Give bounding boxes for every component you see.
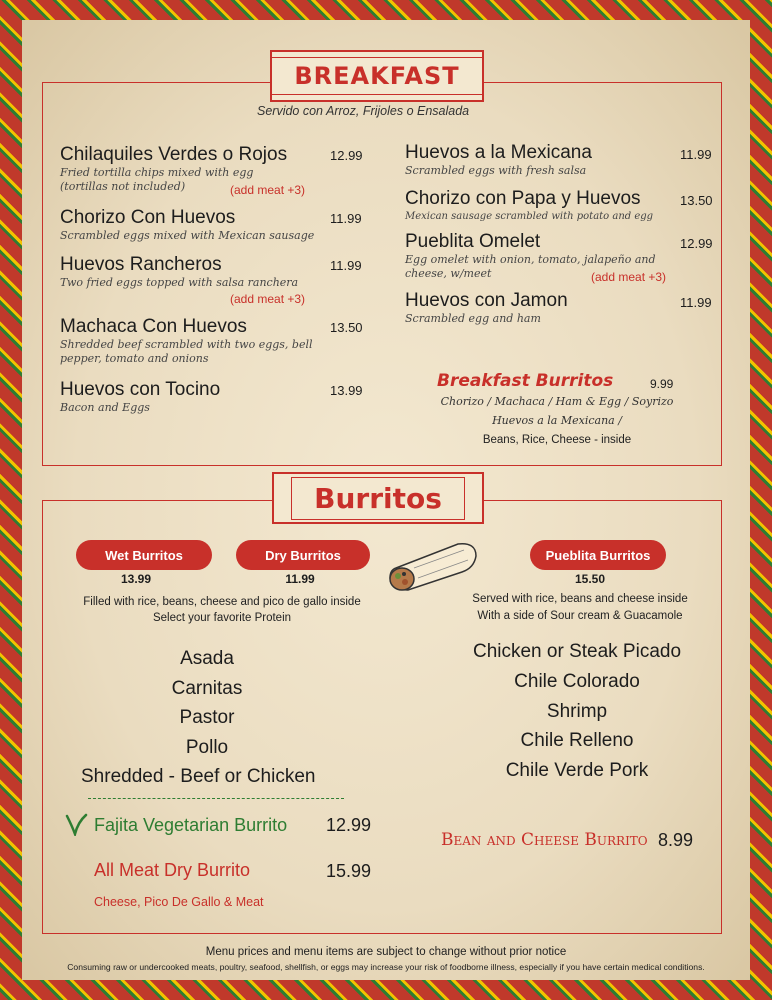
item-desc: cheese, w/meet [405, 267, 492, 280]
menu-item [405, 142, 715, 178]
pueblita-burritos-badge: Pueblita Burritos [530, 540, 666, 570]
add-meat-note: (add meat +3) [230, 292, 306, 306]
divider [88, 798, 344, 799]
item-desc: (tortillas not included) [60, 180, 186, 193]
burritos-title: Burritos [291, 477, 465, 520]
menu-item [60, 207, 370, 243]
menu-item [405, 188, 715, 224]
item-price: 13.99 [330, 383, 363, 398]
item-name: Huevos Rancheros [60, 254, 222, 275]
item-desc: Shredded beef scrambled with two eggs, bell [60, 338, 313, 351]
menu-item [60, 316, 370, 366]
item-desc: Mexican sausage scrambled with potato and egg [405, 211, 654, 222]
pueblita-note: Served with rice, beans and cheese inside [472, 593, 688, 605]
item-price: 13.50 [680, 193, 713, 208]
protein-option: Shrimp [546, 701, 608, 722]
breakfast-title-plate [270, 50, 484, 102]
wet-dry-note: Select your favorite Protein [152, 612, 292, 624]
item-desc: Scrambled eggs mixed with Mexican sausage [60, 229, 315, 242]
item-price: 11.99 [330, 258, 362, 273]
item-name: Pueblita Omelet [405, 231, 541, 252]
wet-dry-note: Filled with rice, beans, cheese and pico de gallo inside [83, 596, 361, 608]
pueblita-note: With a side of Sour cream & Guacamole [477, 610, 683, 622]
item-desc: Two fried eggs topped with salsa ranchera [60, 276, 299, 289]
menu-item [60, 379, 370, 415]
footer-disclaimer: Consuming raw or undercooked meats, poultry, seafood, shellfish, or eggs may increase your risk of foodborne illness, especially if you have certain medical conditions. [67, 962, 705, 972]
item-name: Machaca Con Huevos [60, 316, 247, 337]
item-name: Huevos con Jamon [405, 290, 568, 311]
menu-item [405, 290, 715, 326]
bean-cheese-burrito-name: Bean and Cheese Burrito [441, 830, 648, 850]
protein-option: Chile Verde Pork [505, 760, 649, 781]
wet-burritos-badge: Wet Burritos [76, 540, 212, 570]
veg-burrito-price: 12.99 [326, 815, 372, 835]
menu-item [405, 231, 715, 284]
pueblita-burritos-price: 15.50 [574, 572, 606, 586]
veg-burrito-name: Fajita Vegetarian Burrito [94, 815, 288, 835]
item-desc: Fried tortilla chips mixed with egg [60, 166, 254, 179]
vegetarian-leaf-icon [64, 812, 88, 836]
breakfast-burritos-options: Huevos a la Mexicana / [492, 414, 622, 427]
item-desc: Bacon and Eggs [60, 401, 150, 414]
item-name: Huevos a la Mexicana [405, 142, 592, 163]
menu-item [60, 254, 370, 306]
item-name: Chorizo Con Huevos [60, 207, 236, 228]
protein-option: Carnitas [171, 678, 243, 699]
item-name: Chilaquiles Verdes o Rojos [60, 144, 288, 165]
footer-notice: Menu prices and menu items are subject to change without prior notice [205, 946, 567, 958]
protein-option: Chile Colorado [514, 671, 640, 692]
breakfast-subtitle: Servido con Arroz, Frijoles o Ensalada [257, 104, 470, 118]
item-price: 13.50 [330, 320, 363, 335]
item-price: 11.99 [330, 211, 362, 226]
item-desc: pepper, tomato and onions [60, 352, 209, 365]
breakfast-burritos-price: 9.99 [650, 377, 674, 391]
breakfast-burritos-options: Chorizo / Machaca / Ham & Egg / Soyrizo [440, 395, 674, 408]
burrito-icon [384, 538, 480, 596]
breakfast-burritos-inside: Beans, Rice, Cheese - inside [482, 434, 632, 446]
wet-burritos-price: 13.99 [120, 572, 152, 586]
add-meat-note: (add meat +3) [230, 183, 306, 197]
item-price: 12.99 [330, 148, 363, 163]
burritos-title-plate [272, 472, 484, 524]
protein-option: Shredded - Beef or Chicken [81, 766, 316, 787]
item-desc: Egg omelet with onion, tomato, jalapeño and [405, 253, 656, 266]
item-price: 12.99 [680, 236, 713, 251]
breakfast-title: BREAKFAST [271, 57, 482, 95]
all-meat-burrito-name: All Meat Dry Burrito [94, 860, 251, 880]
item-name: Huevos con Tocino [60, 379, 221, 400]
item-price: 11.99 [680, 147, 712, 162]
item-name: Chorizo con Papa y Huevos [405, 188, 641, 209]
bean-cheese-burrito-price: 8.99 [658, 830, 694, 850]
protein-option: Chicken or Steak Picado [472, 641, 682, 662]
item-desc: Scrambled egg and ham [405, 312, 541, 325]
menu-item [60, 144, 370, 197]
protein-option: Pastor [179, 707, 235, 728]
breakfast-burritos-title: Breakfast Burritos [437, 371, 614, 391]
item-price: 11.99 [680, 295, 712, 310]
protein-option: Asada [180, 648, 234, 669]
all-meat-burrito-price: 15.99 [326, 861, 372, 881]
protein-option: Pollo [185, 737, 229, 758]
protein-option: Chile Relleno [520, 730, 634, 751]
dry-burritos-badge: Dry Burritos [236, 540, 370, 570]
dry-burritos-price: 11.99 [285, 572, 315, 586]
all-meat-burrito-desc: Cheese, Pico De Gallo & Meat [94, 895, 264, 909]
item-desc: Scrambled eggs with fresh salsa [405, 164, 587, 177]
add-meat-note: (add meat +3) [591, 270, 667, 284]
